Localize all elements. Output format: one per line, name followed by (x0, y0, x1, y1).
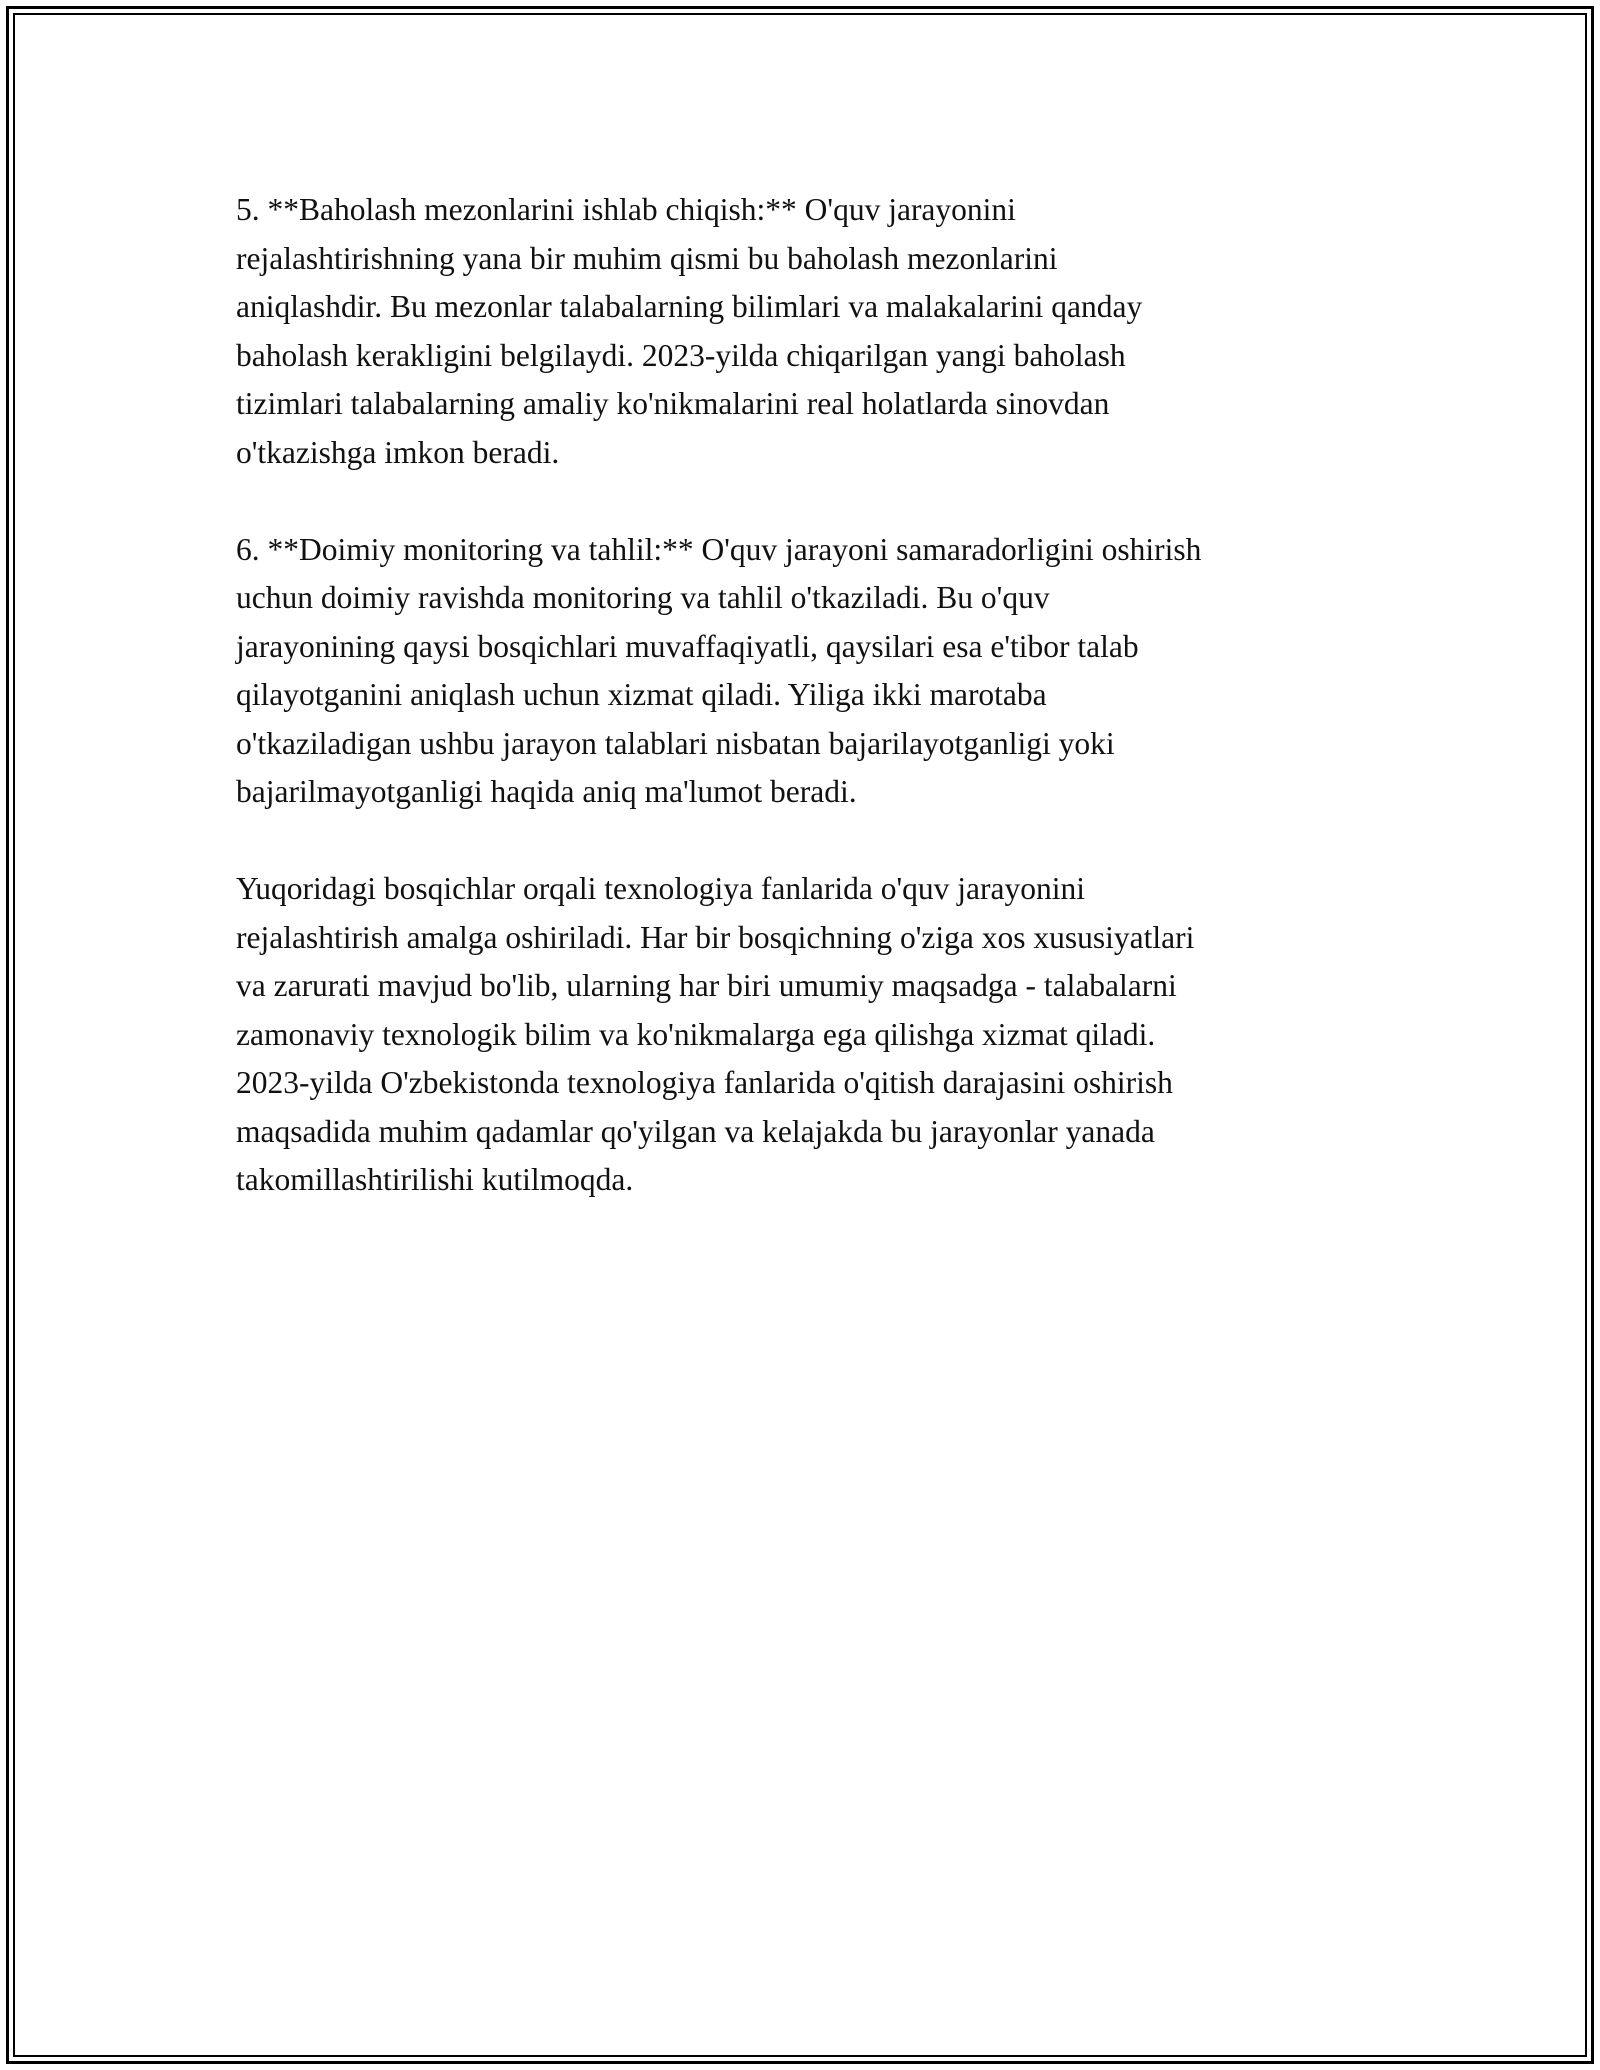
document-body (236, 186, 1376, 1253)
paragraph-conclusion: Yuqoridagi bosqichlar orqali texnologiya fanlarida o'quv jarayonini rejalashtirish amalga oshiriladi. Har bir bosqichning o'ziga xos xususiyatlari va zarurati mavjud bo'lib, ularning har biri umumiy maqsadga - talabalarni zamonaviy texnologik bilim va ko'nikmalarga ega qilishga xizmat qiladi. 2023-yilda O'zbekistonda texnologiya fanlarida o'qitish darajasini oshirish maqsadida muhim qadamlar qo'yilgan va kelajakda bu jarayonlar yanada takomillashtirilishi kutilmoqda. (236, 871, 1195, 1197)
paragraph-monitoring-analysis: 6. **Doimiy monitoring va tahlil:** O'quv jarayoni samaradorligini oshirish uchun doimiy ravishda monitoring va tahlil o'tkaziladi. Bu o'quv jarayonining qaysi bosqichlari muvaffaqiyatli, qaysilari esa e'tibor talab qilayotganini aniqlash uchun xizmat qiladi. Yiliga ikki marotaba o'tkaziladigan ushbu jarayon talablari nisbatan bajarilayotganligi yoki bajarilmayotganligi haqida aniq ma'lumot beradi. (236, 531, 1202, 809)
paragraph-assessment-criteria: 5. **Baholash mezonlarini ishlab chiqish:** O'quv jarayonini rejalashtirishning yana bir muhim qismi bu baholash mezonlarini aniqlashdir. Bu mezonlar talabalarning bilimlari va malakalarini qanday baholash kerakligini belgilaydi. 2023-yilda chiqarilgan yangi baholash tizimlari talabalarning amaliy ko'nikmalarini real holatlarda sinovdan o'tkazishga imkon beradi. (236, 192, 1143, 470)
